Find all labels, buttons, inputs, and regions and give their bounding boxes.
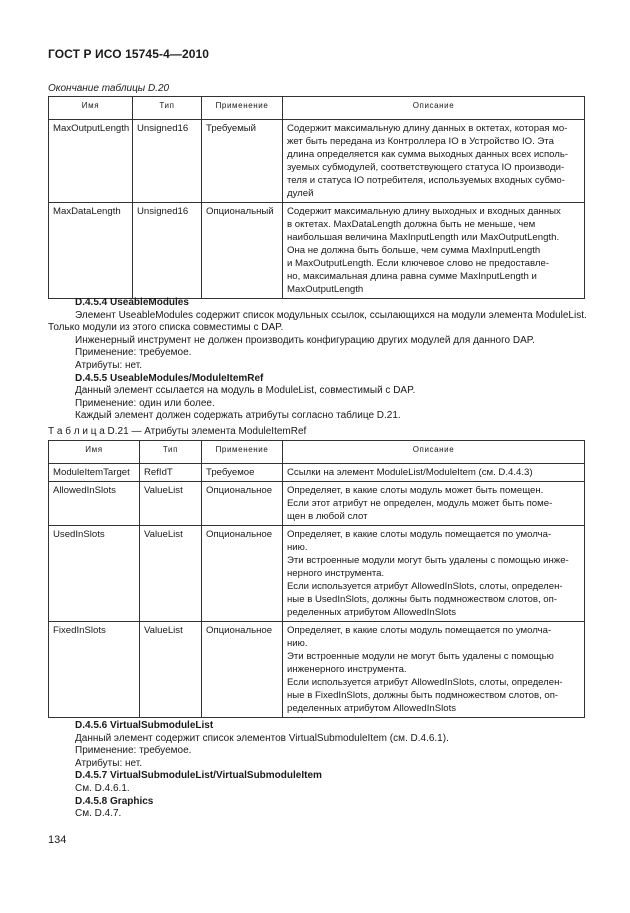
description-line: Ссылки на элемент ModuleList/ModuleItem (см. D.4.4.3): [287, 467, 533, 478]
column-header: Тип: [133, 97, 202, 115]
table-row: [49, 464, 585, 482]
description-line: ределенных атрибутом AllowedInSlots: [287, 607, 457, 618]
description-line: и MaxOutputLength. Если ключевое слово не предоставле-: [287, 258, 550, 269]
cell-type: Unsigned16: [133, 120, 202, 203]
cell-description: [283, 120, 585, 203]
description-line: инженерного инструмента.: [287, 664, 407, 675]
page-number: 134: [48, 834, 67, 846]
table-row: [49, 203, 585, 299]
column-header: Описание: [283, 441, 585, 459]
column-header: Имя: [49, 97, 133, 115]
description-line: Содержит максимальную длину данных в октетах, которая мо-: [287, 123, 568, 134]
paragraph-line: Только модули из этого списка совместимы с DAP.: [48, 322, 284, 334]
description-line: нию.: [287, 638, 308, 649]
cell-usage: Требуемый: [202, 120, 283, 203]
cell-description: [283, 482, 585, 526]
description-line: Она не должна быть больше, чем сумма MaxInputLength: [287, 245, 541, 256]
cell-usage: Опциональное: [202, 526, 283, 622]
description-line: Если используется атрибут AllowedInSlots, слоты, определен-: [287, 581, 563, 592]
description-line: в октетах. MaxDataLength должна быть не меньше, чем: [287, 219, 536, 230]
paragraph-line: Атрибуты: нет.: [75, 359, 143, 371]
cell-description: [283, 203, 585, 299]
description-line: длина определяется как сумма выходных данных всех исполь-: [287, 149, 569, 160]
cell-type: ValueList: [140, 526, 202, 622]
description-line: но, максимальная длина равна сумме MaxInputLength и: [287, 271, 537, 282]
cell-description: [283, 464, 585, 482]
section-heading: D.4.5.4 UseableModules: [75, 297, 189, 308]
description-line: MaxOutputLength: [287, 284, 364, 295]
paragraph-line: Применение: требуемое.: [75, 347, 192, 359]
cell-name: AllowedInSlots: [49, 482, 140, 526]
cell-type: ValueList: [140, 482, 202, 526]
cell-name: MaxOutputLength: [49, 120, 133, 203]
table-row: [49, 120, 585, 203]
paragraph-line: См. D.4.6.1.: [75, 782, 130, 794]
description-line: наибольшая величина MaxInputLength или MaxOutputLength.: [287, 232, 560, 243]
cell-name: FixedInSlots: [49, 622, 140, 718]
description-line: зуемых субмодулей, соответствующего статуса IO производи-: [287, 162, 565, 173]
cell-usage: Требуемое: [202, 464, 283, 482]
description-line: Эти встроенные модули могут быть удалены с помощью инже-: [287, 555, 569, 566]
column-header: Описание: [283, 97, 585, 115]
cell-description: [283, 622, 585, 718]
description-line: Содержит максимальную длину выходных и входных данных: [287, 206, 561, 217]
table-d20: [48, 96, 585, 299]
description-line: жет быть передана из Контроллера IO в Устройство IO. Эта: [287, 136, 554, 147]
description-line: ные в UsedInSlots, должны быть подмножеством слотов, оп-: [287, 594, 558, 605]
description-line: Если этот атрибут не определен, модуль может быть поме-: [287, 498, 553, 509]
cell-type: Unsigned16: [133, 203, 202, 299]
table-d21: [48, 440, 585, 718]
description-line: Определяет, в какие слоты модуль помещается по умолча-: [287, 529, 552, 540]
cell-type: RefIdT: [140, 464, 202, 482]
section-virtual-submodules: [48, 720, 593, 821]
description-line: Если используется атрибут AllowedInSlots, слоты, определен-: [287, 677, 563, 688]
section-useable-modules: [48, 297, 593, 423]
paragraph-line: Инженерный инструмент не должен производить конфигурацию других модулей для данного DAP.: [75, 334, 535, 346]
column-header: Имя: [49, 441, 140, 459]
section-heading: D.4.5.8 Graphics: [75, 795, 154, 807]
description-line: ределенных атрибутом AllowedInSlots: [287, 703, 457, 714]
column-header: Применение: [202, 441, 283, 459]
paragraph-line: Каждый элемент должен содержать атрибуты согласно таблице D.21.: [75, 410, 401, 422]
description-line: нию.: [287, 542, 308, 553]
table-row: [49, 526, 585, 622]
section-heading: D.4.5.5 UseableModules/ModuleItemRef: [75, 372, 264, 384]
paragraph-line: Применение: один или более.: [75, 397, 215, 409]
cell-name: ModuleItemTarget: [49, 464, 140, 482]
table-row: [49, 622, 585, 718]
table-caption: Т а б л и ц а D.21 — Атрибуты элемента ModuleItemRef: [48, 426, 307, 437]
description-line: щен в любой слот: [287, 511, 368, 522]
paragraph-line: Атрибуты: нет.: [75, 757, 143, 769]
description-line: Эти встроенные модули не могут быть удалены с помощью: [287, 651, 554, 662]
paragraph-line: Применение: требуемое.: [75, 745, 192, 757]
paragraph-line: Элемент UseableModules содержит список модульных ссылок, ссылающихся на модули элемента ModuleList.: [75, 309, 587, 321]
section-heading: D.4.5.7 VirtualSubmoduleList/VirtualSubmoduleItem: [75, 770, 322, 782]
paragraph-line: Данный элемент ссылается на модуль в ModuleList, совместимый с DAP.: [75, 385, 416, 397]
description-line: дулей: [287, 188, 314, 199]
column-header: Тип: [140, 441, 202, 459]
description-line: нерного инструмента.: [287, 568, 385, 579]
description-line: теля и статуса IO потребителя, используемых входных субмо-: [287, 175, 565, 186]
table-caption: Окончание таблицы D.20: [48, 83, 170, 94]
cell-usage: Опциональный: [202, 203, 283, 299]
cell-name: MaxDataLength: [49, 203, 133, 299]
document-header: ГОСТ Р ИСО 15745-4—2010: [48, 47, 210, 61]
cell-description: [283, 526, 585, 622]
paragraph-line: Данный элемент содержит список элементов VirtualSubmoduleItem (см. D.4.6.1).: [75, 732, 449, 744]
description-line: Определяет, в какие слоты модуль может быть помещен.: [287, 485, 544, 496]
table-row: [49, 482, 585, 526]
section-heading: D.4.5.6 VirtualSubmoduleList: [75, 720, 214, 731]
column-header: Применение: [202, 97, 283, 115]
description-line: Определяет, в какие слоты модуль помещается по умолча-: [287, 625, 552, 636]
cell-usage: Опциональное: [202, 482, 283, 526]
cell-type: ValueList: [140, 622, 202, 718]
cell-usage: Опциональное: [202, 622, 283, 718]
cell-name: UsedInSlots: [49, 526, 140, 622]
description-line: ные в FixedInSlots, должны быть подмножеством слотов, оп-: [287, 690, 559, 701]
paragraph-line: См. D.4.7.: [75, 808, 122, 820]
